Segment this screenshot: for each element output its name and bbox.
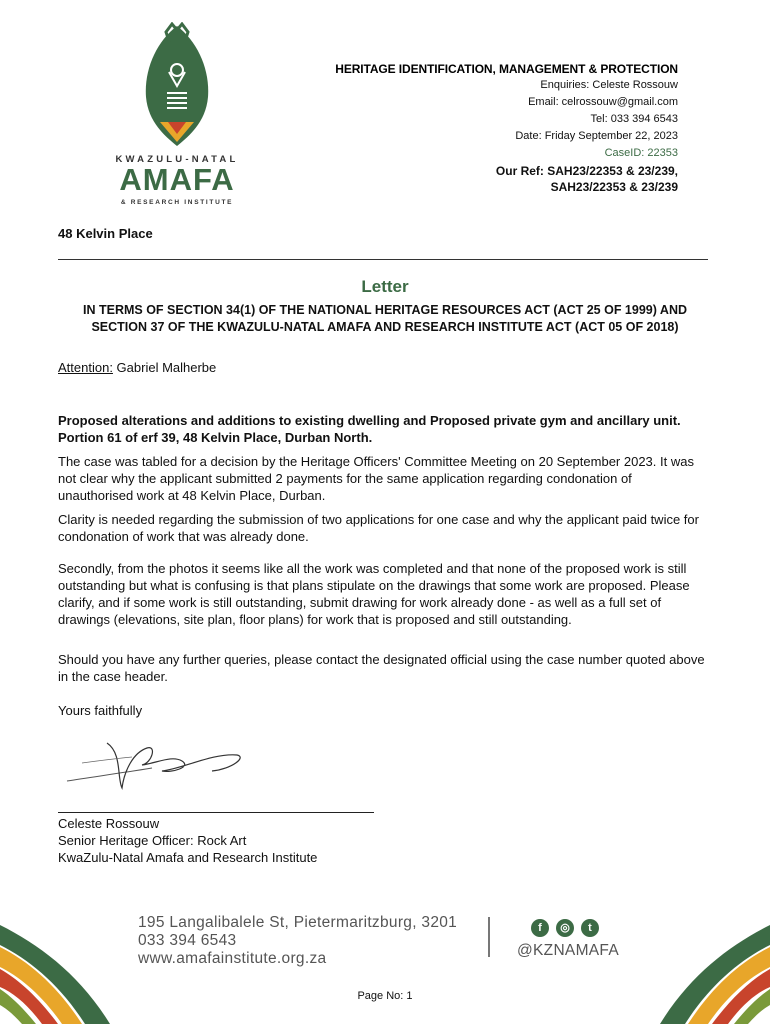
department-title: HERITAGE IDENTIFICATION, MANAGEMENT & PROTECTION (335, 62, 678, 76)
proposal-heading: Proposed alterations and additions to existing dwelling and Proposed private gym and ancillary unit. Portion 61 of erf 39, 48 Kelvin Place, Durban North. (58, 413, 681, 445)
logo-bottom-text: & RESEARCH INSTITUTE (120, 199, 234, 206)
body-paragraph: Clarity is needed regarding the submission of two applications for one case and why the applicant paid twice for condonation of work that was already done. (58, 512, 699, 544)
date-line: Date: Friday September 22, 2023 (515, 130, 678, 142)
body-paragraph: Should you have any further queries, please contact the designated official using the case number quoted above in the case header. (58, 652, 705, 684)
our-ref-line-1: Our Ref: SAH23/22353 & 23/239, (495, 164, 678, 178)
footer-phone: 033 394 6543 (138, 932, 237, 949)
footer-divider (488, 917, 490, 957)
logo-top-text: KWAZULU-NATAL (115, 154, 239, 165)
enquiries-line: Enquiries: Celeste Rossouw (540, 79, 678, 91)
subject-heading: IN TERMS OF SECTION 34(1) OF THE NATIONAL HERITAGE RESOURCES ACT (ACT 25 OF 1999) AND SECTION 37 OF THE KWAZULU-NATAL AMAFA AND RESEARCH INSTITUTE ACT (ACT 05 OF 2018) (83, 303, 687, 334)
case-id: CaseID: 22353 (604, 147, 678, 159)
signatory-organisation: KwaZulu-Natal Amafa and Research Institute (58, 850, 318, 865)
letter-title: Letter (361, 277, 409, 296)
recipient-address: 48 Kelvin Place (58, 226, 153, 241)
signatory-name: Celeste Rossouw (58, 816, 160, 831)
twitter-icon[interactable]: t (581, 919, 599, 937)
social-handle[interactable]: @KZNAMAFA (517, 942, 619, 959)
attention-name: Gabriel Malherbe (112, 360, 217, 375)
attention-line (58, 359, 710, 376)
signature-image (62, 733, 252, 793)
logo-main-text: AMAFA (119, 162, 235, 197)
footer-website[interactable]: www.amafainstitute.org.za (138, 950, 327, 967)
divider (58, 259, 708, 260)
closing: Yours faithfully (58, 703, 143, 718)
footer-address: 195 Langalibalele St, Pietermaritzburg, 3201 (138, 914, 458, 931)
attention-label: Attention: (58, 360, 113, 375)
email-line: Email: celrossouw@gmail.com (528, 96, 678, 108)
tel-line: Tel: 033 394 6543 (590, 113, 678, 125)
amafa-logo (112, 22, 242, 207)
instagram-icon[interactable]: ◎ (556, 919, 574, 937)
signatory-title: Senior Heritage Officer: Rock Art (58, 833, 247, 848)
signature-line (58, 812, 374, 813)
our-ref-line-2: SAH23/22353 & 23/239 (550, 180, 678, 194)
body-paragraph: Secondly, from the photos it seems like all the work was completed and that none of the proposed work is still outstanding but what is confusing is that plans stipulate on the drawings that some work are proposed. Please clarify, and if some work is still outstanding, submit drawing for work already done - as well as a full set of drawings (elevations, site plan, floor plans) for work that is proposed and still outstanding. (58, 561, 690, 627)
facebook-icon[interactable]: f (531, 919, 549, 937)
body-paragraph: The case was tabled for a decision by the Heritage Officers' Committee Meeting on 20 September 2023. It was not clear why the applicant submitted 2 payments for the same application regarding condonation of unauthorised work at 48 Kelvin Place, Durban. (58, 454, 694, 503)
shield-emblem-icon (136, 22, 218, 152)
page-number: Page No: 1 (357, 990, 413, 1002)
